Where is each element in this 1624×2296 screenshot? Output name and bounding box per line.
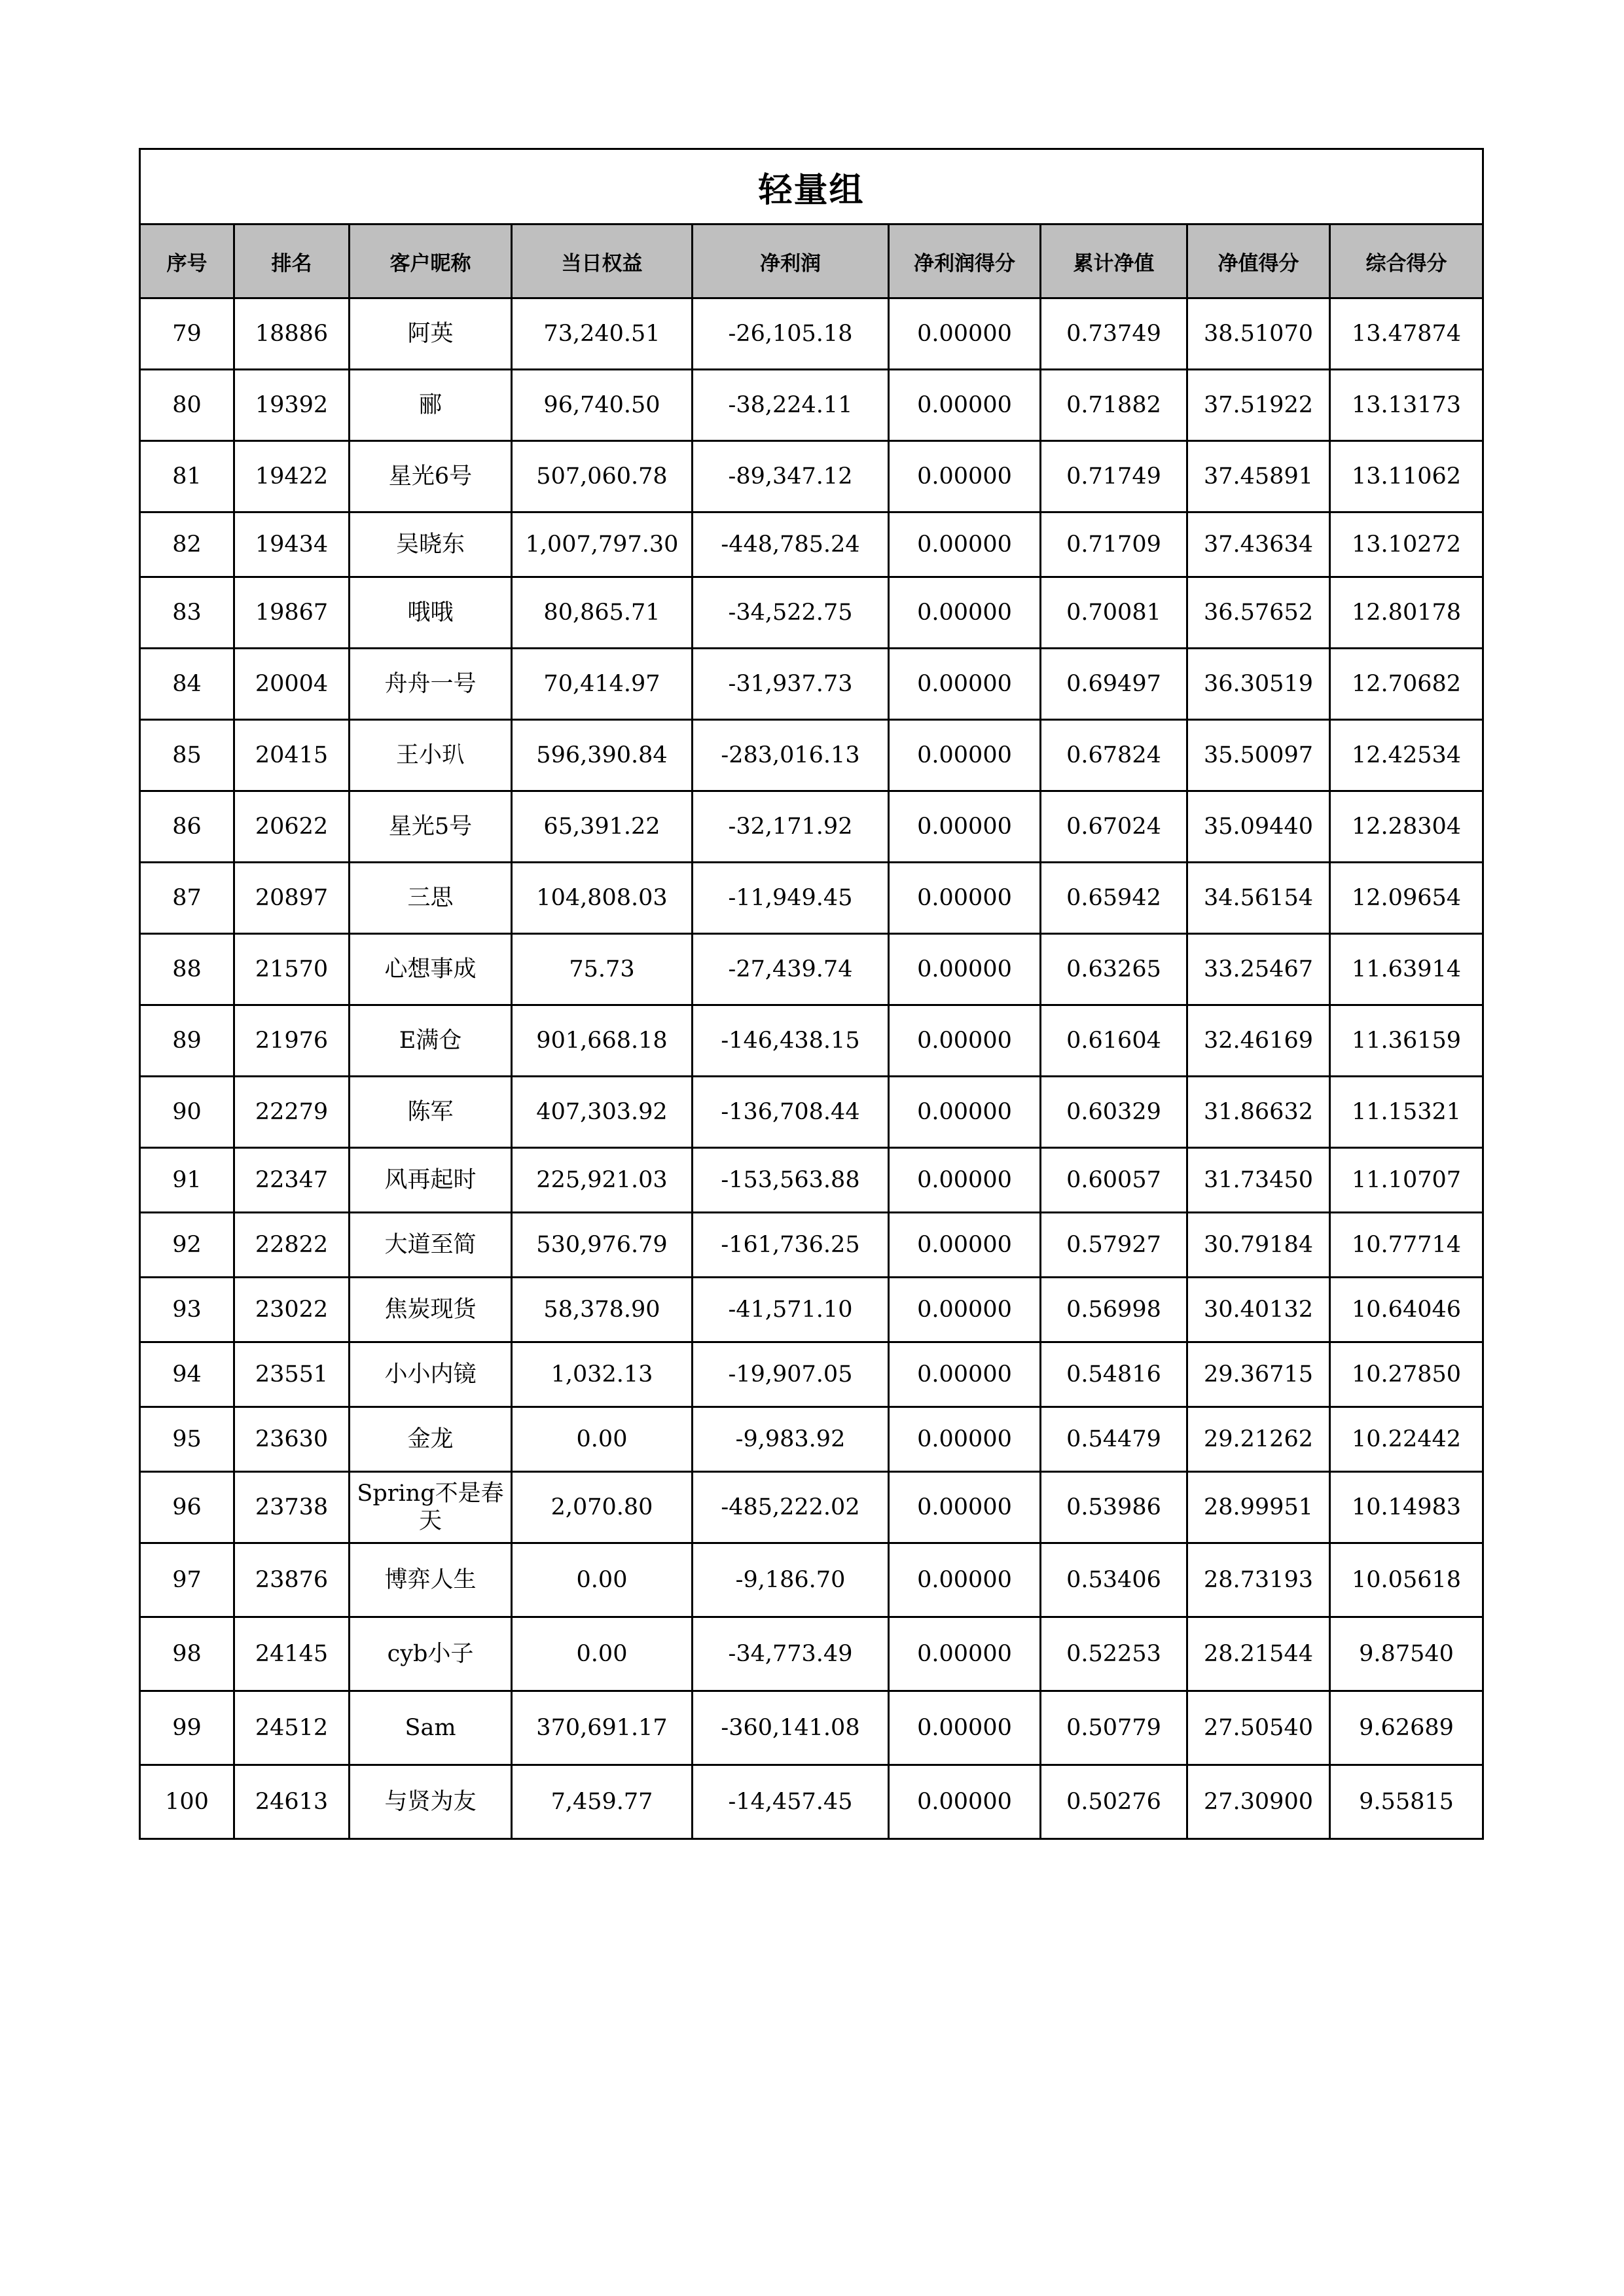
col-header-nav-score: 净值得分 <box>1187 224 1330 298</box>
cell-rank: 21976 <box>234 1005 350 1077</box>
cell-total-score: 10.77714 <box>1330 1213 1483 1278</box>
table-row <box>140 1213 1483 1278</box>
cell-net-profit-score: 0.00000 <box>889 934 1041 1005</box>
cell-nickname: 博弈人生 <box>350 1543 512 1617</box>
cell-index: 86 <box>140 791 234 863</box>
cell-nav-score: 37.51922 <box>1187 370 1330 441</box>
cell-net-profit: -283,016.13 <box>693 720 889 791</box>
cell-index: 95 <box>140 1407 234 1472</box>
cell-nav-score: 33.25467 <box>1187 934 1330 1005</box>
cell-equity: 73,240.51 <box>512 298 693 370</box>
cell-total-score: 12.70682 <box>1330 649 1483 720</box>
cell-total-score: 11.15321 <box>1330 1077 1483 1148</box>
cell-net-profit: -11,949.45 <box>693 863 889 934</box>
cell-net-profit: -485,222.02 <box>693 1472 889 1543</box>
cell-equity: 1,007,797.30 <box>512 512 693 577</box>
cell-cumulative-nav: 0.71709 <box>1041 512 1187 577</box>
cell-total-score: 12.80178 <box>1330 577 1483 649</box>
cell-nav-score: 27.30900 <box>1187 1765 1330 1839</box>
table-row <box>140 1407 1483 1472</box>
cell-cumulative-nav: 0.54816 <box>1041 1342 1187 1407</box>
cell-nickname: 哦哦 <box>350 577 512 649</box>
cell-index: 82 <box>140 512 234 577</box>
cell-equity: 65,391.22 <box>512 791 693 863</box>
table-row <box>140 720 1483 791</box>
cell-net-profit-score: 0.00000 <box>889 1765 1041 1839</box>
cell-cumulative-nav: 0.50779 <box>1041 1691 1187 1765</box>
cell-rank: 20004 <box>234 649 350 720</box>
cell-nickname: E满仓 <box>350 1005 512 1077</box>
cell-net-profit-score: 0.00000 <box>889 1213 1041 1278</box>
cell-net-profit: -9,983.92 <box>693 1407 889 1472</box>
table-body <box>140 298 1483 1839</box>
cell-rank: 23022 <box>234 1278 350 1342</box>
cell-cumulative-nav: 0.67824 <box>1041 720 1187 791</box>
cell-nickname: 金龙 <box>350 1407 512 1472</box>
cell-rank: 19867 <box>234 577 350 649</box>
cell-nickname: 阿英 <box>350 298 512 370</box>
cell-net-profit: -89,347.12 <box>693 441 889 512</box>
cell-net-profit: -27,439.74 <box>693 934 889 1005</box>
cell-total-score: 10.14983 <box>1330 1472 1483 1543</box>
cell-net-profit: -34,773.49 <box>693 1617 889 1691</box>
cell-total-score: 13.10272 <box>1330 512 1483 577</box>
table-row <box>140 934 1483 1005</box>
cell-rank: 23738 <box>234 1472 350 1543</box>
cell-equity: 96,740.50 <box>512 370 693 441</box>
cell-net-profit-score: 0.00000 <box>889 577 1041 649</box>
cell-net-profit: -34,522.75 <box>693 577 889 649</box>
cell-cumulative-nav: 0.61604 <box>1041 1005 1187 1077</box>
cell-equity: 507,060.78 <box>512 441 693 512</box>
cell-index: 93 <box>140 1278 234 1342</box>
cell-total-score: 10.64046 <box>1330 1278 1483 1342</box>
cell-cumulative-nav: 0.57927 <box>1041 1213 1187 1278</box>
cell-nickname: 星光5号 <box>350 791 512 863</box>
cell-nav-score: 36.57652 <box>1187 577 1330 649</box>
cell-net-profit-score: 0.00000 <box>889 1077 1041 1148</box>
cell-equity: 75.73 <box>512 934 693 1005</box>
cell-equity: 901,668.18 <box>512 1005 693 1077</box>
col-header-net-profit-score: 净利润得分 <box>889 224 1041 298</box>
cell-cumulative-nav: 0.69497 <box>1041 649 1187 720</box>
table-row <box>140 1342 1483 1407</box>
cell-equity: 7,459.77 <box>512 1765 693 1839</box>
table-row <box>140 1005 1483 1077</box>
cell-index: 91 <box>140 1148 234 1213</box>
table-row <box>140 791 1483 863</box>
cell-nav-score: 36.30519 <box>1187 649 1330 720</box>
cell-equity: 225,921.03 <box>512 1148 693 1213</box>
cell-nickname: Spring不是春天 <box>350 1472 512 1543</box>
cell-net-profit: -19,907.05 <box>693 1342 889 1407</box>
table-row <box>140 370 1483 441</box>
cell-equity: 58,378.90 <box>512 1278 693 1342</box>
cell-index: 92 <box>140 1213 234 1278</box>
cell-rank: 22822 <box>234 1213 350 1278</box>
cell-index: 79 <box>140 298 234 370</box>
cell-cumulative-nav: 0.53986 <box>1041 1472 1187 1543</box>
table-row <box>140 512 1483 577</box>
cell-nav-score: 34.56154 <box>1187 863 1330 934</box>
cell-index: 85 <box>140 720 234 791</box>
cell-index: 99 <box>140 1691 234 1765</box>
cell-equity: 530,976.79 <box>512 1213 693 1278</box>
cell-nickname: 大道至简 <box>350 1213 512 1278</box>
cell-index: 83 <box>140 577 234 649</box>
table-row <box>140 863 1483 934</box>
col-header-nickname: 客户昵称 <box>350 224 512 298</box>
cell-nickname: 陈军 <box>350 1077 512 1148</box>
cell-cumulative-nav: 0.60329 <box>1041 1077 1187 1148</box>
ranking-table <box>139 148 1484 1840</box>
cell-cumulative-nav: 0.63265 <box>1041 934 1187 1005</box>
cell-net-profit: -9,186.70 <box>693 1543 889 1617</box>
cell-rank: 21570 <box>234 934 350 1005</box>
cell-nav-score: 31.86632 <box>1187 1077 1330 1148</box>
cell-net-profit-score: 0.00000 <box>889 1407 1041 1472</box>
cell-nav-score: 38.51070 <box>1187 298 1330 370</box>
cell-equity: 407,303.92 <box>512 1077 693 1148</box>
cell-rank: 24512 <box>234 1691 350 1765</box>
cell-rank: 20897 <box>234 863 350 934</box>
cell-nav-score: 30.40132 <box>1187 1278 1330 1342</box>
cell-nickname: 风再起时 <box>350 1148 512 1213</box>
cell-net-profit: -31,937.73 <box>693 649 889 720</box>
cell-equity: 1,032.13 <box>512 1342 693 1407</box>
cell-index: 98 <box>140 1617 234 1691</box>
table-row <box>140 1765 1483 1839</box>
cell-net-profit: -26,105.18 <box>693 298 889 370</box>
cell-total-score: 13.13173 <box>1330 370 1483 441</box>
cell-net-profit-score: 0.00000 <box>889 1472 1041 1543</box>
cell-cumulative-nav: 0.53406 <box>1041 1543 1187 1617</box>
cell-cumulative-nav: 0.71749 <box>1041 441 1187 512</box>
cell-net-profit-score: 0.00000 <box>889 370 1041 441</box>
cell-nav-score: 28.99951 <box>1187 1472 1330 1543</box>
cell-nickname: cyb小子 <box>350 1617 512 1691</box>
cell-nav-score: 29.21262 <box>1187 1407 1330 1472</box>
cell-total-score: 12.28304 <box>1330 791 1483 863</box>
cell-cumulative-nav: 0.50276 <box>1041 1765 1187 1839</box>
table-row <box>140 1691 1483 1765</box>
cell-net-profit-score: 0.00000 <box>889 512 1041 577</box>
cell-index: 81 <box>140 441 234 512</box>
cell-nickname: 心想事成 <box>350 934 512 1005</box>
cell-net-profit: -14,457.45 <box>693 1765 889 1839</box>
cell-equity: 104,808.03 <box>512 863 693 934</box>
cell-nav-score: 35.09440 <box>1187 791 1330 863</box>
cell-nickname: 郦 <box>350 370 512 441</box>
cell-rank: 22279 <box>234 1077 350 1148</box>
cell-index: 89 <box>140 1005 234 1077</box>
cell-nickname: 三思 <box>350 863 512 934</box>
cell-nav-score: 30.79184 <box>1187 1213 1330 1278</box>
cell-total-score: 9.87540 <box>1330 1617 1483 1691</box>
cell-cumulative-nav: 0.70081 <box>1041 577 1187 649</box>
col-header-index: 序号 <box>140 224 234 298</box>
cell-net-profit-score: 0.00000 <box>889 1342 1041 1407</box>
cell-nickname: 小小内镜 <box>350 1342 512 1407</box>
cell-net-profit: -41,571.10 <box>693 1278 889 1342</box>
cell-index: 84 <box>140 649 234 720</box>
cell-index: 90 <box>140 1077 234 1148</box>
cell-net-profit: -161,736.25 <box>693 1213 889 1278</box>
cell-total-score: 10.22442 <box>1330 1407 1483 1472</box>
cell-rank: 24613 <box>234 1765 350 1839</box>
table-row <box>140 1077 1483 1148</box>
col-header-cumulative-nav: 累计净值 <box>1041 224 1187 298</box>
cell-rank: 22347 <box>234 1148 350 1213</box>
cell-net-profit: -32,171.92 <box>693 791 889 863</box>
cell-index: 87 <box>140 863 234 934</box>
cell-index: 100 <box>140 1765 234 1839</box>
table-row <box>140 649 1483 720</box>
cell-index: 80 <box>140 370 234 441</box>
cell-nickname: 星光6号 <box>350 441 512 512</box>
table-row <box>140 1617 1483 1691</box>
cell-rank: 18886 <box>234 298 350 370</box>
cell-nav-score: 37.43634 <box>1187 512 1330 577</box>
cell-rank: 19392 <box>234 370 350 441</box>
cell-equity: 0.00 <box>512 1617 693 1691</box>
cell-total-score: 10.05618 <box>1330 1543 1483 1617</box>
table-row <box>140 298 1483 370</box>
cell-nav-score: 32.46169 <box>1187 1005 1330 1077</box>
cell-nickname: 吴晓东 <box>350 512 512 577</box>
cell-rank: 23876 <box>234 1543 350 1617</box>
cell-net-profit-score: 0.00000 <box>889 791 1041 863</box>
cell-equity: 370,691.17 <box>512 1691 693 1765</box>
cell-net-profit: -38,224.11 <box>693 370 889 441</box>
col-header-total-score: 综合得分 <box>1330 224 1483 298</box>
cell-index: 97 <box>140 1543 234 1617</box>
cell-equity: 0.00 <box>512 1543 693 1617</box>
cell-cumulative-nav: 0.60057 <box>1041 1148 1187 1213</box>
cell-total-score: 12.09654 <box>1330 863 1483 934</box>
cell-total-score: 11.36159 <box>1330 1005 1483 1077</box>
table-row <box>140 1543 1483 1617</box>
table-row <box>140 1472 1483 1543</box>
table-row <box>140 577 1483 649</box>
cell-nav-score: 29.36715 <box>1187 1342 1330 1407</box>
cell-nickname: 王小玐 <box>350 720 512 791</box>
cell-cumulative-nav: 0.52253 <box>1041 1617 1187 1691</box>
col-header-net-profit: 净利润 <box>693 224 889 298</box>
col-header-equity: 当日权益 <box>512 224 693 298</box>
cell-nickname: Sam <box>350 1691 512 1765</box>
cell-total-score: 9.55815 <box>1330 1765 1483 1839</box>
cell-total-score: 11.63914 <box>1330 934 1483 1005</box>
cell-rank: 24145 <box>234 1617 350 1691</box>
cell-rank: 19434 <box>234 512 350 577</box>
cell-nickname: 舟舟一号 <box>350 649 512 720</box>
cell-net-profit-score: 0.00000 <box>889 649 1041 720</box>
cell-nav-score: 35.50097 <box>1187 720 1330 791</box>
cell-rank: 23630 <box>234 1407 350 1472</box>
cell-nav-score: 31.73450 <box>1187 1148 1330 1213</box>
cell-cumulative-nav: 0.54479 <box>1041 1407 1187 1472</box>
cell-nickname: 与贤为友 <box>350 1765 512 1839</box>
table-row <box>140 1148 1483 1213</box>
cell-cumulative-nav: 0.73749 <box>1041 298 1187 370</box>
cell-net-profit-score: 0.00000 <box>889 863 1041 934</box>
cell-rank: 20622 <box>234 791 350 863</box>
cell-net-profit-score: 0.00000 <box>889 1691 1041 1765</box>
table-title: 轻量组 <box>140 149 1483 224</box>
cell-rank: 19422 <box>234 441 350 512</box>
cell-nav-score: 27.50540 <box>1187 1691 1330 1765</box>
cell-net-profit-score: 0.00000 <box>889 298 1041 370</box>
cell-total-score: 13.11062 <box>1330 441 1483 512</box>
cell-total-score: 10.27850 <box>1330 1342 1483 1407</box>
cell-equity: 70,414.97 <box>512 649 693 720</box>
cell-net-profit: -153,563.88 <box>693 1148 889 1213</box>
cell-nav-score: 28.21544 <box>1187 1617 1330 1691</box>
cell-cumulative-nav: 0.67024 <box>1041 791 1187 863</box>
table-row <box>140 441 1483 512</box>
cell-total-score: 9.62689 <box>1330 1691 1483 1765</box>
cell-nickname: 焦炭现货 <box>350 1278 512 1342</box>
cell-net-profit-score: 0.00000 <box>889 1148 1041 1213</box>
table-row <box>140 1278 1483 1342</box>
cell-cumulative-nav: 0.65942 <box>1041 863 1187 934</box>
cell-total-score: 13.47874 <box>1330 298 1483 370</box>
col-header-rank: 排名 <box>234 224 350 298</box>
cell-net-profit-score: 0.00000 <box>889 720 1041 791</box>
cell-equity: 596,390.84 <box>512 720 693 791</box>
cell-net-profit-score: 0.00000 <box>889 1278 1041 1342</box>
cell-index: 88 <box>140 934 234 1005</box>
cell-net-profit-score: 0.00000 <box>889 1617 1041 1691</box>
cell-total-score: 11.10707 <box>1330 1148 1483 1213</box>
cell-rank: 20415 <box>234 720 350 791</box>
cell-net-profit-score: 0.00000 <box>889 1005 1041 1077</box>
ranking-sheet <box>139 148 1482 1840</box>
cell-cumulative-nav: 0.71882 <box>1041 370 1187 441</box>
cell-index: 94 <box>140 1342 234 1407</box>
cell-net-profit-score: 0.00000 <box>889 441 1041 512</box>
cell-net-profit: -136,708.44 <box>693 1077 889 1148</box>
cell-net-profit-score: 0.00000 <box>889 1543 1041 1617</box>
cell-nav-score: 28.73193 <box>1187 1543 1330 1617</box>
cell-equity: 0.00 <box>512 1407 693 1472</box>
cell-equity: 80,865.71 <box>512 577 693 649</box>
cell-net-profit: -360,141.08 <box>693 1691 889 1765</box>
cell-equity: 2,070.80 <box>512 1472 693 1543</box>
cell-total-score: 12.42534 <box>1330 720 1483 791</box>
cell-net-profit: -448,785.24 <box>693 512 889 577</box>
cell-nav-score: 37.45891 <box>1187 441 1330 512</box>
cell-index: 96 <box>140 1472 234 1543</box>
cell-cumulative-nav: 0.56998 <box>1041 1278 1187 1342</box>
cell-net-profit: -146,438.15 <box>693 1005 889 1077</box>
cell-rank: 23551 <box>234 1342 350 1407</box>
